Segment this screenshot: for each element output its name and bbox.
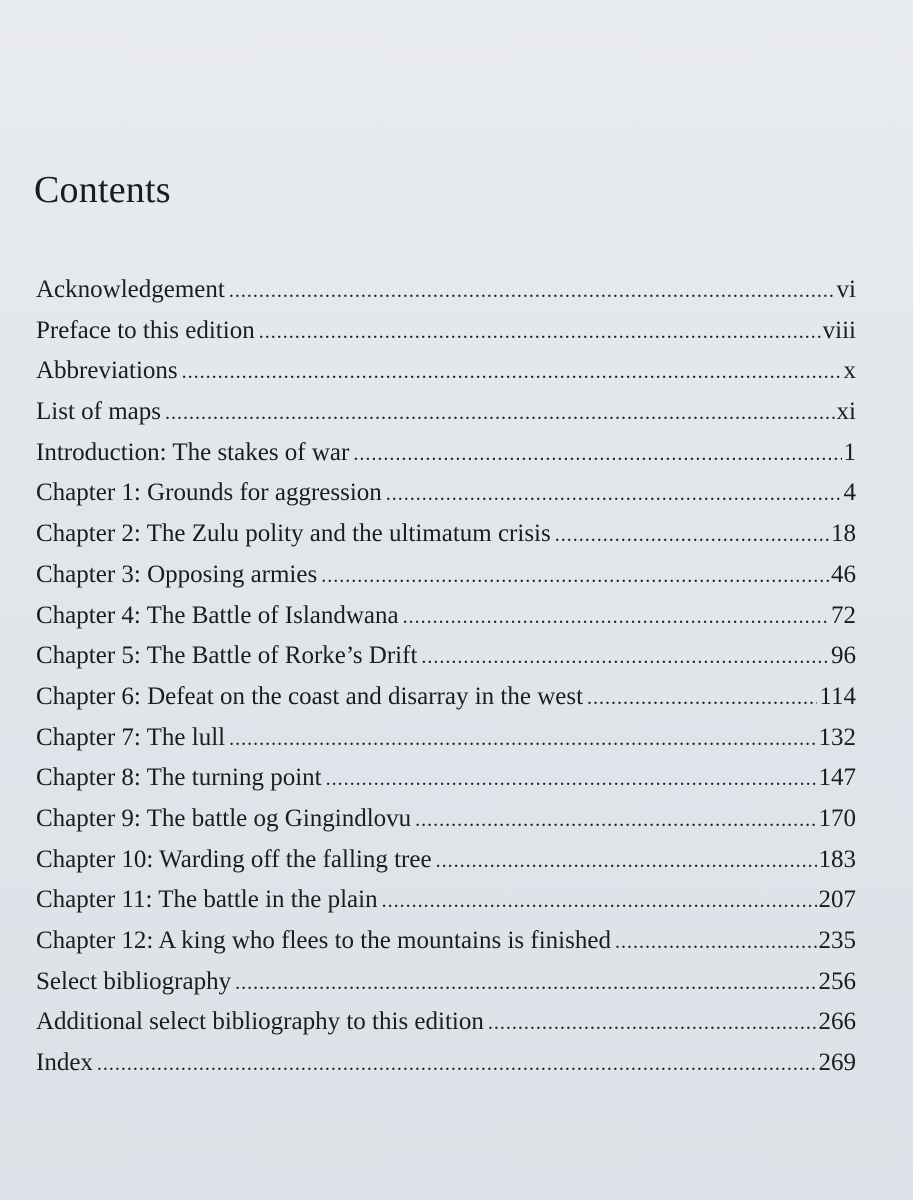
toc-entry-title: Select bibliography (36, 967, 232, 995)
toc-entry (36, 886, 856, 927)
dot-leader (259, 321, 821, 344)
toc-entry-title: Preface to this edition (36, 316, 255, 344)
toc-entry-title: List of maps (36, 398, 161, 426)
dot-leader (382, 890, 817, 913)
dot-leader (165, 402, 835, 425)
toc-entry-title: Chapter 2: The Zulu polity and the ultimatum crisis (36, 520, 551, 548)
toc-entry (36, 1049, 856, 1090)
toc-entry-page: 4 (843, 479, 856, 507)
dot-leader (436, 850, 817, 873)
toc-entry-page: 96 (831, 642, 856, 670)
dot-leader (555, 524, 829, 547)
toc-entry (36, 642, 856, 683)
dot-leader (488, 1012, 817, 1035)
toc-entry (36, 357, 856, 398)
dot-leader (326, 768, 817, 791)
contents-heading: Contents (34, 169, 171, 211)
toc-entry-title: Chapter 1: Grounds for aggression (36, 479, 382, 507)
toc-entry-title: Chapter 10: Warding off the falling tree (36, 845, 432, 873)
toc-entry-title: Index (36, 1049, 93, 1077)
toc-entry-page: xi (836, 398, 856, 426)
dot-leader (421, 646, 829, 669)
toc-entry-page: 235 (818, 927, 856, 954)
dot-leader (321, 565, 829, 588)
toc-entry (36, 968, 856, 1009)
toc-entry-page: 207 (818, 886, 856, 914)
dot-leader (229, 280, 835, 303)
toc-entry-page: 183 (818, 845, 856, 873)
toc-entry (36, 927, 856, 968)
toc-entry (36, 276, 856, 317)
dot-leader (353, 443, 841, 466)
toc-entry-title: Chapter 5: The Battle of Rorke’s Drift (36, 642, 418, 670)
toc-entry (36, 520, 856, 561)
toc-entry-title: Chapter 4: The Battle of Islandwana (36, 601, 399, 629)
toc-entry-page: 114 (819, 682, 856, 710)
toc-entry-title: Chapter 6: Defeat on the coast and disarray in the west (36, 682, 584, 710)
toc-entry (36, 683, 856, 724)
toc-entry (36, 561, 856, 602)
dot-leader (229, 728, 816, 751)
toc-entry-title: Abbreviations (36, 357, 178, 385)
toc-entry-page: 266 (818, 1008, 856, 1036)
toc-entry (36, 317, 856, 358)
toc-entry-page: 18 (831, 520, 856, 548)
dot-leader (182, 361, 842, 384)
dot-leader (415, 809, 816, 832)
toc-entry-title: Chapter 7: The lull (36, 723, 226, 751)
dot-leader (403, 606, 829, 629)
toc-entry (36, 1008, 856, 1049)
toc-entry (36, 602, 856, 643)
toc-entry-page: 147 (818, 764, 856, 792)
toc-entry-page: 72 (831, 601, 856, 629)
toc-entry-title: Chapter 11: The battle in the plain (36, 886, 378, 914)
dot-leader (386, 483, 842, 506)
toc-entry-page: 170 (818, 804, 856, 832)
dot-leader (235, 972, 816, 995)
toc-entry-page: 1 (843, 438, 856, 466)
toc-entry-title: Chapter 3: Opposing armies (36, 560, 318, 588)
toc-entry-title: Chapter 9: The battle og Gingindlovu (36, 804, 412, 832)
toc-entry-page: x (843, 357, 856, 385)
toc-entry-page: vi (836, 276, 856, 303)
toc-entry-title: Chapter 8: The turning point (36, 764, 322, 792)
dot-leader (615, 931, 817, 954)
toc-entry (36, 439, 856, 480)
toc-entry (36, 846, 856, 887)
toc-entry-page: viii (822, 316, 856, 344)
toc-entry-title: Additional select bibliography to this edition (36, 1008, 484, 1036)
toc-entry-page: 132 (818, 723, 856, 751)
toc-entry (36, 764, 856, 805)
toc-entry (36, 398, 856, 439)
toc-entry-page: 269 (818, 1049, 856, 1077)
toc-entry (36, 479, 856, 520)
toc-entry (36, 724, 856, 765)
dot-leader (97, 1053, 817, 1076)
toc-entry-page: 256 (818, 967, 856, 995)
dot-leader (587, 687, 817, 710)
toc-entry (36, 805, 856, 846)
toc-entry-title: Chapter 12: A king who flees to the mountains is finished (36, 927, 611, 954)
table-of-contents (36, 276, 856, 1090)
toc-entry-title: Acknowledgement (36, 276, 225, 303)
toc-entry-title: Introduction: The stakes of war (36, 438, 350, 466)
toc-entry-page: 46 (831, 560, 856, 588)
